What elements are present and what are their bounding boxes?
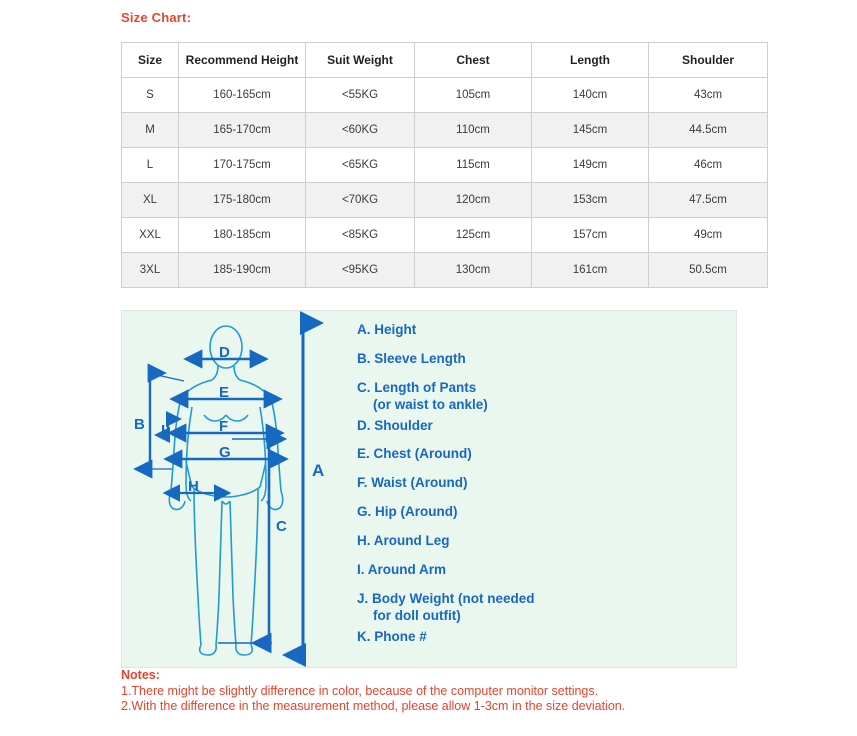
- measurement-legend: [357, 322, 737, 657]
- legend-item-label: K. Phone #: [357, 628, 427, 644]
- legend-item: [357, 562, 737, 579]
- column-header-size: Size: [122, 43, 179, 78]
- marker-b-label: B: [134, 416, 145, 433]
- legend-item-label: I. Around Arm: [357, 561, 446, 577]
- cell-shoulder: 50.5cm: [649, 253, 768, 288]
- cell-size: M: [122, 113, 179, 148]
- legend-item-label: F. Waist (Around): [357, 475, 468, 491]
- cell-chest: 105cm: [415, 78, 532, 113]
- legend-item: [357, 591, 737, 625]
- legend-item-label: D. Shoulder: [357, 417, 433, 433]
- legend-item: [357, 504, 737, 521]
- cell-length: 153cm: [532, 183, 649, 218]
- column-header-length: Length: [532, 43, 649, 78]
- cell-length: 161cm: [532, 253, 649, 288]
- legend-item: [357, 533, 737, 550]
- cell-weight: <60KG: [306, 113, 415, 148]
- cell-height: 160-165cm: [179, 78, 306, 113]
- cell-height: 175-180cm: [179, 183, 306, 218]
- notes-section: [121, 668, 625, 714]
- legend-item: [357, 446, 737, 463]
- cell-shoulder: 43cm: [649, 78, 768, 113]
- cell-chest: 110cm: [415, 113, 532, 148]
- cell-length: 145cm: [532, 113, 649, 148]
- table-row: [122, 113, 768, 148]
- marker-g-label: G: [219, 444, 231, 461]
- notes-title: Notes:: [121, 668, 160, 682]
- table-row: [122, 148, 768, 183]
- legend-item: [357, 418, 737, 435]
- page-title: Size Chart:: [121, 10, 192, 25]
- column-header-weight: Suit Weight: [306, 43, 415, 78]
- cell-weight: <70KG: [306, 183, 415, 218]
- table-row: [122, 218, 768, 253]
- column-header-height: Recommend Height: [179, 43, 306, 78]
- legend-item-sublabel: (or waist to ankle): [373, 396, 488, 412]
- cell-chest: 115cm: [415, 148, 532, 183]
- legend-item-label: E. Chest (Around): [357, 446, 472, 462]
- legend-item-label: A. Height: [357, 322, 417, 337]
- cell-chest: 120cm: [415, 183, 532, 218]
- legend-item: [357, 351, 737, 368]
- marker-i-label: I: [161, 422, 166, 439]
- legend-item-label: J. Body Weight (not needed: [357, 590, 535, 606]
- marker-c-label: C: [276, 518, 287, 535]
- cell-height: 185-190cm: [179, 253, 306, 288]
- cell-chest: 125cm: [415, 218, 532, 253]
- cell-chest: 130cm: [415, 253, 532, 288]
- legend-item-label: B. Sleeve Length: [357, 350, 466, 366]
- cell-size: L: [122, 148, 179, 183]
- legend-item-label: C. Length of Pants: [357, 379, 477, 395]
- cell-weight: <95KG: [306, 253, 415, 288]
- cell-length: 140cm: [532, 78, 649, 113]
- cell-height: 180-185cm: [179, 218, 306, 253]
- size-chart-table: [121, 42, 768, 288]
- legend-item: [357, 322, 737, 339]
- cell-length: 149cm: [532, 148, 649, 183]
- cell-shoulder: 49cm: [649, 218, 768, 253]
- table-row: [122, 253, 768, 288]
- cell-weight: <65KG: [306, 148, 415, 183]
- marker-d-label: D: [219, 344, 230, 361]
- legend-item-label: H. Around Leg: [357, 533, 450, 548]
- table-header-row: [122, 43, 768, 78]
- cell-size: 3XL: [122, 253, 179, 288]
- cell-weight: <85KG: [306, 218, 415, 253]
- cell-shoulder: 46cm: [649, 148, 768, 183]
- marker-h-label: H: [188, 478, 199, 495]
- marker-a-label: A: [312, 461, 325, 480]
- legend-item: [357, 629, 737, 646]
- cell-height: 165-170cm: [179, 113, 306, 148]
- cell-height: 170-175cm: [179, 148, 306, 183]
- legend-item-sublabel: for doll outfit): [373, 607, 461, 623]
- cell-weight: <55KG: [306, 78, 415, 113]
- column-header-shoulder: Shoulder: [649, 43, 768, 78]
- cell-length: 157cm: [532, 218, 649, 253]
- note-line: 2.With the difference in the measurement method, please allow 1-3cm in the size deviation.: [121, 699, 626, 713]
- cell-size: XXL: [122, 218, 179, 253]
- legend-item-label: G. Hip (Around): [357, 504, 458, 520]
- cell-size: S: [122, 78, 179, 113]
- note-line: 1.There might be slightly difference in color, because of the computer monitor settings.: [121, 684, 599, 698]
- column-header-chest: Chest: [415, 43, 532, 78]
- marker-e-label: E: [219, 384, 230, 401]
- marker-f-label: F: [219, 418, 229, 435]
- cell-shoulder: 47.5cm: [649, 183, 768, 218]
- cell-shoulder: 44.5cm: [649, 113, 768, 148]
- table-row: [122, 183, 768, 218]
- legend-item: [357, 475, 737, 492]
- cell-size: XL: [122, 183, 179, 218]
- legend-item: [357, 380, 737, 414]
- table-row: [122, 78, 768, 113]
